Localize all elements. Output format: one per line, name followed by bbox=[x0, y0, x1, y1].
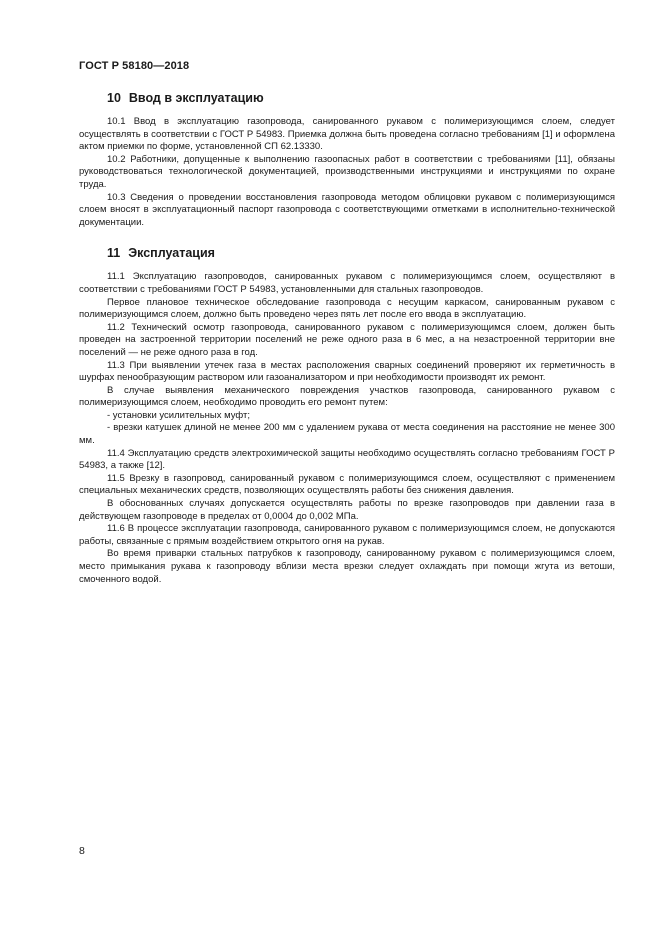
paragraph-10-2: 10.2 Работники, допущенные к выполнению газоопасных работ в соответствии с требованиями [11], обязаны руководствоваться технологической документацией, производственными инструкциями и инструкциями по охране труда. bbox=[79, 153, 615, 190]
paragraph-11-4: 11.4 Эксплуатацию средств электрохимической защиты необходимо осуществлять согласно требованиям ГОСТ Р 54983, а также [12]. bbox=[79, 447, 615, 472]
document-body bbox=[79, 90, 615, 586]
document-code-header: ГОСТ Р 58180—2018 bbox=[79, 60, 190, 72]
section-heading: Ввод в эксплуатацию bbox=[128, 91, 264, 105]
list-item-couplings: - установки усилительных муфт; bbox=[107, 409, 251, 421]
section-title-10 bbox=[79, 90, 615, 106]
section-number: 11 bbox=[107, 246, 121, 261]
section-number: 10 bbox=[107, 91, 121, 105]
paragraph-11-5-pressure: В обоснованных случаях допускается осуществлять работы по врезке газопроводов при давлении газа в действующем газопроводе в пределах от 0,0004 до 0,002 МПа. bbox=[79, 498, 615, 522]
paragraph-11-1: 11.1 Эксплуатацию газопроводов, санированных рукавом с полимеризующимся слоем, осуществляют в соответствии с требованиями ГОСТ Р 54983, установленными для стальных газопроводов. bbox=[79, 271, 615, 295]
section-heading: Эксплуатация bbox=[128, 246, 215, 261]
paragraph-11-3-repair: В случае выявления механического повреждения участков газопровода, санированного рукавом с полимеризующимся слоем, необходимо проводить его ремонт путем: bbox=[79, 384, 615, 409]
list-item-spools: - врезки катушек длиной не менее 200 мм с удалением рукава от места соединения на расстояние не менее 300 мм. bbox=[79, 422, 615, 447]
paragraph-10-1: 10.1 Ввод в эксплуатацию газопровода, санированного рукавом с полимеризующимся слоем, следует осуществлять в соответствии с ГОСТ Р 54983. Приемка должна быть проведена согласно требованиям [1] и оформлена актом приемки по форме, установленной СП 62.13330. bbox=[79, 116, 615, 153]
paragraph-11-6-welding: Во время приварки стальных патрубков к газопроводу, санированному рукавом с полимеризующимся слоем, место примыкания рукава к газопроводу вблизи места врезки следует охлаждать при помощи жгута из ветоши, смоченного водой. bbox=[79, 548, 615, 585]
paragraph-11-3: 11.3 При выявлении утечек газа в местах расположения сварных соединений проверяют их герметичность в шурфах пенообразующим раствором или газоанализатором и при необходимости производят их ремонт. bbox=[79, 359, 615, 384]
paragraph-10-3: 10.3 Сведения о проведении восстановления газопровода методом облицовки рукавом с полимеризующимся слоем вносят в эксплуатационный паспорт газопровода с соответствующими отметками в исполнительно-технической документации. bbox=[79, 191, 615, 228]
paragraph-11-1-inspection: Первое плановое техническое обследование газопровода с несущим каркасом, санированным рукавом с полимеризующимся слоем, должно быть проведено через пять лет после его ввода в эксплуатацию. bbox=[79, 296, 615, 321]
paragraph-11-2: 11.2 Технический осмотр газопровода, санированного рукавом с полимеризующимся слоем, должен быть проведен на застроенной территории поселений не реже одного раза в 6 мес, а на незастроенной территории вне поселений — не реже одного раза в год. bbox=[79, 321, 615, 358]
paragraph-11-5: 11.5 Врезку в газопровод, санированный рукавом с полимеризующимся слоем, осуществляют с применением специальных механических средств, позволяющих осуществлять работы без снижения давления. bbox=[79, 472, 615, 497]
page-number: 8 bbox=[79, 845, 85, 857]
paragraph-11-6: 11.6 В процессе эксплуатации газопровода, санированного рукавом с полимеризующимся слоем, не допускаются работы, связанные с прямым воздействием открытого огня на рукав. bbox=[79, 523, 615, 547]
section-title-11 bbox=[79, 245, 615, 261]
